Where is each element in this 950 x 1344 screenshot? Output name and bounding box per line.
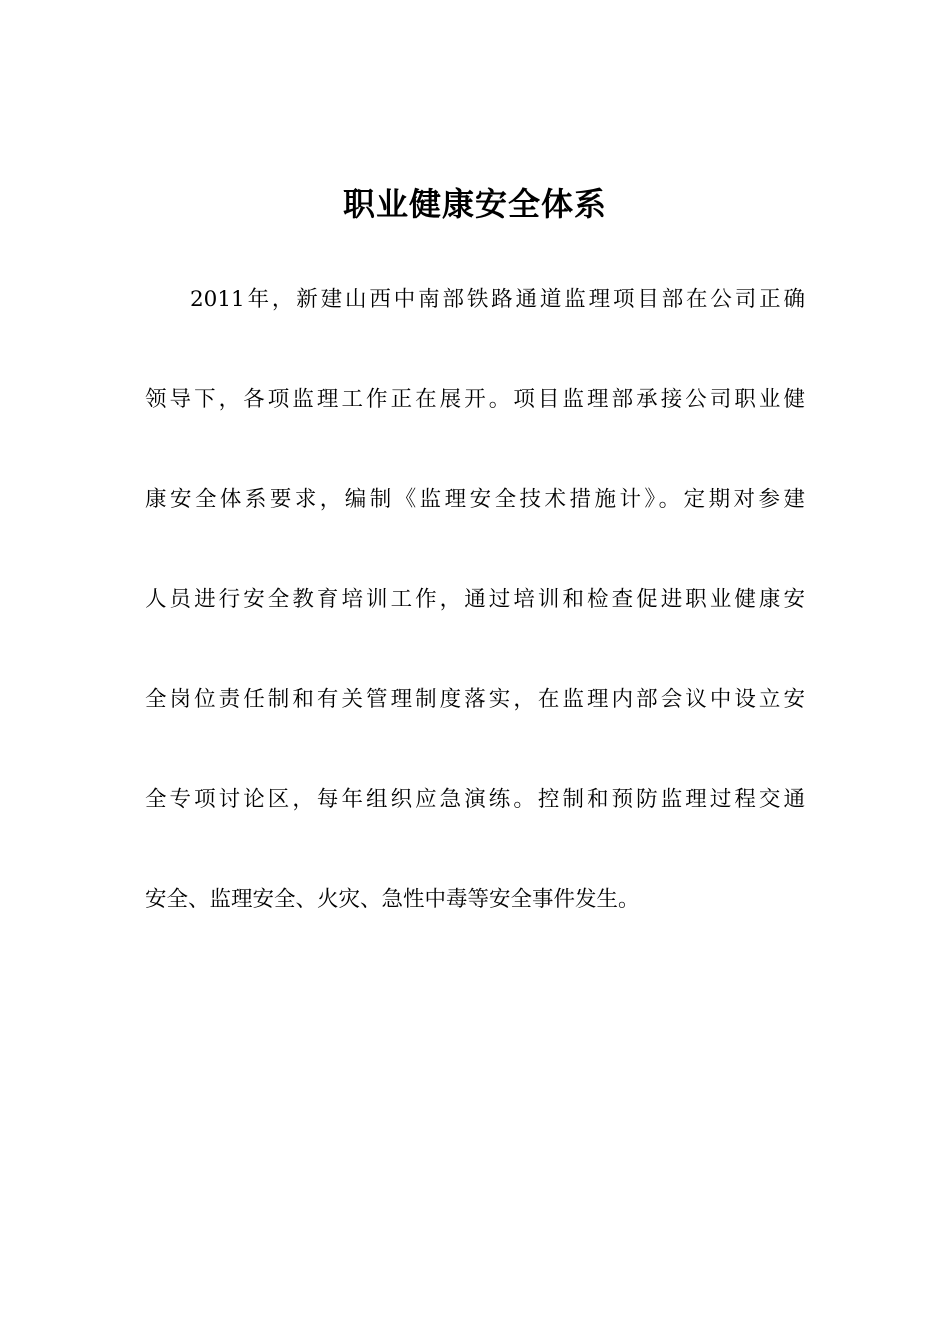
paragraph-line-6: 全专项讨论区，每年组织应急演练。控制和预防监理过程交通 xyxy=(145,787,805,812)
paragraph-line-5: 全岗位责任制和有关管理制度落实，在监理内部会议中设立安 xyxy=(145,687,805,712)
paragraph-line-2: 领导下，各项监理工作正在展开。项目监理部承接公司职业健 xyxy=(145,387,805,412)
paragraph-line-1: 2011年，新建山西中南部铁路通道监理项目部在公司正确 xyxy=(190,287,805,312)
paragraph-line-7: 安全、监理安全、火灾、急性中毒等安全事件发生。 xyxy=(145,887,640,912)
document-title: 职业健康安全体系 xyxy=(342,185,607,223)
paragraph-line-4: 人员进行安全教育培训工作，通过培训和检查促进职业健康安 xyxy=(145,587,805,612)
paragraph-line-3: 康安全体系要求，编制《监理安全技术措施计》。定期对参建 xyxy=(145,487,805,512)
